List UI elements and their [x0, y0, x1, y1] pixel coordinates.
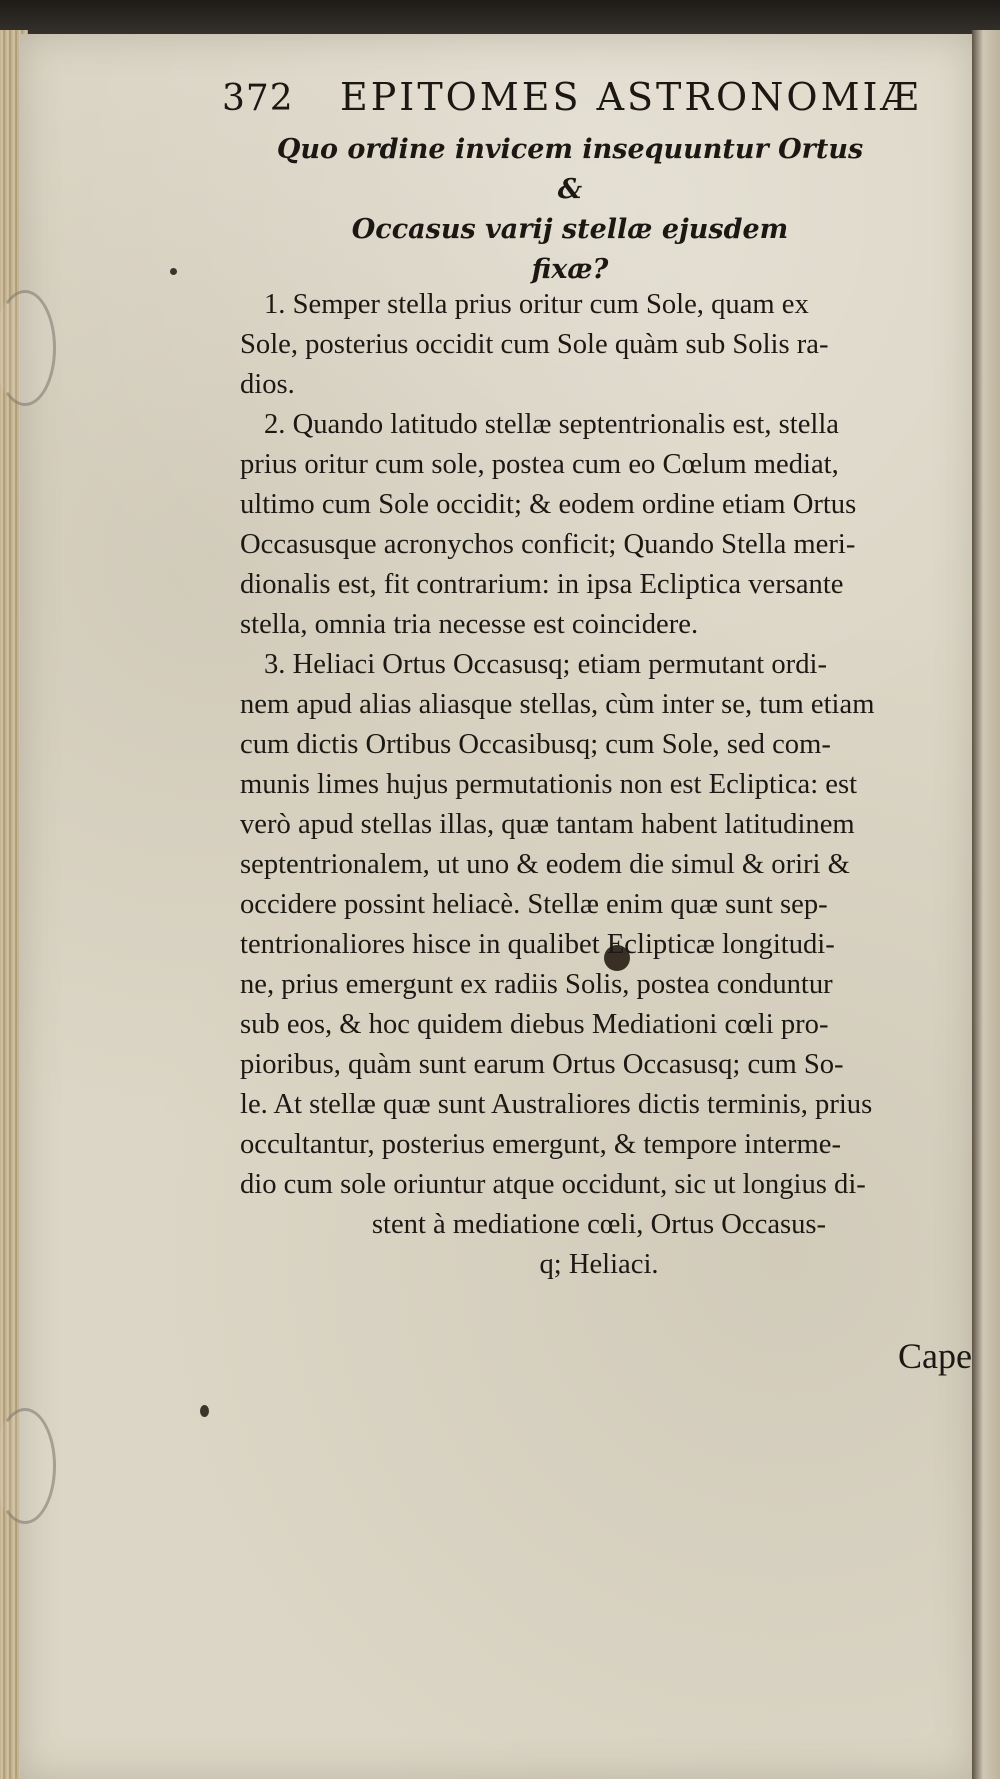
text-line: stent à mediatione cœli, Ortus Occasus-	[371, 1209, 827, 1240]
text-line: septentrionalem, ut uno & eodem die simul & oriri &	[240, 849, 850, 880]
ink-spot	[170, 268, 177, 275]
body-text	[240, 285, 958, 1285]
text-line: prius oritur cum sole, postea cum eo Cœlum mediat,	[240, 449, 839, 480]
page-number: 372	[222, 78, 294, 119]
text-line: munis limes hujus permutationis non est Ecliptica: est	[240, 769, 858, 800]
text-line: tentrionaliores hisce in qualibet Eclipticæ longitudi-	[240, 929, 835, 960]
text-line: nem apud alias aliasque stellas, cùm inter se, tum etiam	[240, 689, 875, 720]
text-line: 2. Quando latitudo stellæ septentrionalis est, stella	[264, 409, 839, 440]
running-title: EPITOMES ASTRONOMIÆ	[340, 75, 922, 119]
text-line: stella, omnia tria necesse est coincidere.	[240, 609, 699, 640]
catchword: Cape	[898, 1336, 972, 1376]
text-line: dio cum sole oriuntur atque occidunt, sic ut longius di-	[240, 1169, 866, 1200]
title-line: Occasus varij stellæ ejusdem	[351, 214, 789, 245]
paragraph-3	[240, 645, 958, 1285]
section-title	[270, 130, 870, 290]
text-line: ultimo cum Sole occidit; & eodem ordine etiam Ortus	[240, 489, 857, 520]
paragraph-2	[240, 405, 958, 645]
text-line: cum dictis Ortibus Occasibusq; cum Sole, sed com-	[240, 729, 831, 760]
text-line: ne, prius emergunt ex radiis Solis, postea conduntur	[240, 969, 833, 1000]
title-line: Quo ordine invicem insequuntur Ortus &	[276, 134, 864, 205]
text-line: Occasusque acronychos conficit; Quando Stella meri-	[240, 529, 856, 560]
text-line: le. At stellæ quæ sunt Australiores dictis terminis, prius	[240, 1089, 873, 1120]
text-line: occidere possint heliacè. Stellæ enim quæ sunt sep-	[240, 889, 828, 920]
text-line: pioribus, quàm sunt earum Ortus Occasusq; cum So-	[240, 1049, 844, 1080]
ink-spot	[200, 1405, 209, 1417]
text-line: dios.	[240, 369, 295, 400]
text-line: 3. Heliaci Ortus Occasusq; etiam permutant ordi-	[264, 649, 827, 680]
text-line: verò apud stellas illas, quæ tantam habent latitudinem	[240, 809, 855, 840]
binding-edge	[972, 30, 1000, 1779]
text-line: dionalis est, fit contrarium: in ipsa Ecliptica versante	[240, 569, 844, 600]
text-line: Sole, posterius occidit cum Sole quàm sub Solis ra-	[240, 329, 829, 360]
title-line: fixæ?	[531, 254, 609, 285]
text-line: sub eos, & hoc quidem diebus Mediationi cœli pro-	[240, 1009, 829, 1040]
text-line: 1. Semper stella prius oritur cum Sole, quam ex	[264, 289, 809, 320]
page-header	[222, 75, 922, 119]
paragraph-1	[240, 285, 958, 405]
text-line: q; Heliaci.	[539, 1249, 659, 1280]
text-line: occultantur, posterius emergunt, & tempore interme-	[240, 1129, 841, 1160]
